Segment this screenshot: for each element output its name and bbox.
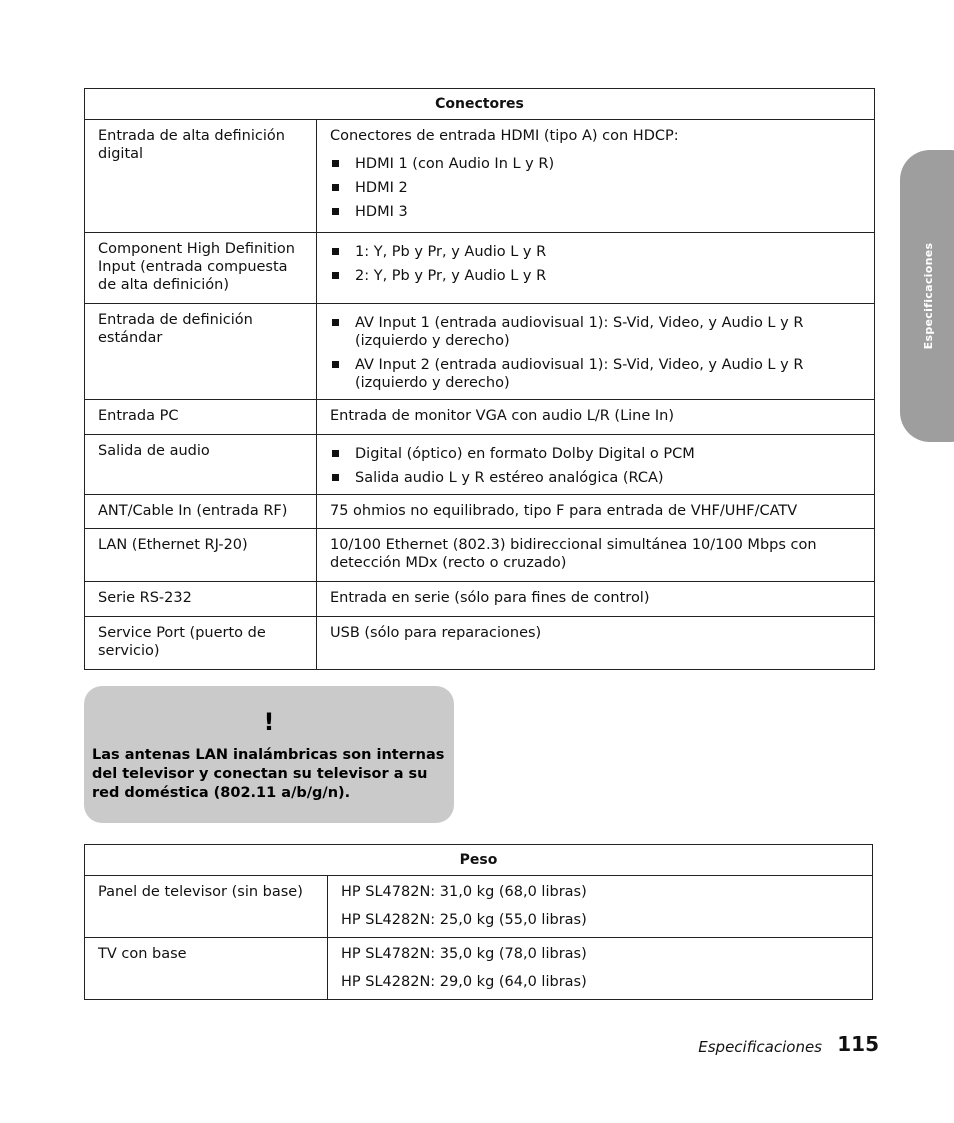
row-value: [328, 876, 873, 938]
table-row: [85, 529, 875, 582]
footer-section-title: Especificaciones: [698, 1038, 822, 1056]
row-label: Panel de televisor (sin base): [85, 876, 328, 938]
list-item: HDMI 2: [330, 179, 861, 197]
bullet-list: [330, 243, 861, 285]
row-label: TV con base: [85, 938, 328, 1000]
row-label: LAN (Ethernet RJ-20): [85, 529, 317, 582]
square-bullet-icon: [332, 184, 339, 191]
row-value: 75 ohmios no equilibrado, tipo F para entrada de VHF/UHF/CATV: [317, 495, 875, 529]
row-value: Entrada de monitor VGA con audio L/R (Line In): [317, 400, 875, 435]
row-value: [317, 304, 875, 400]
table-row: [85, 617, 875, 670]
weight-line: HP SL4282N: 25,0 kg (55,0 libras): [341, 912, 587, 928]
list-item: Salida audio L y R estéreo analógica (RCA): [330, 469, 861, 487]
table-row: [85, 120, 875, 233]
bullet-list: [330, 445, 861, 487]
square-bullet-icon: [332, 160, 339, 167]
row-value: [317, 435, 875, 495]
connectors-table-header: Conectores: [85, 89, 875, 120]
row-label: Service Port (puerto de servicio): [85, 617, 317, 670]
list-item: HDMI 1 (con Audio In L y R): [330, 155, 861, 173]
square-bullet-icon: [332, 208, 339, 215]
table-row: [85, 582, 875, 617]
weight-line: HP SL4782N: 31,0 kg (68,0 libras): [341, 884, 587, 900]
row-label: Entrada de definición estándar: [85, 304, 317, 400]
row-value: Entrada en serie (sólo para fines de control): [317, 582, 875, 617]
table-row: [85, 400, 875, 435]
row-label: Component High Definition Input (entrada compuesta de alta definición): [85, 233, 317, 304]
row-intro-text: Conectores de entrada HDMI (tipo A) con HDCP:: [330, 128, 679, 144]
row-label: Entrada PC: [85, 400, 317, 435]
row-label: Entrada de alta definición digital: [85, 120, 317, 233]
table-row: [85, 435, 875, 495]
row-value: [317, 233, 875, 304]
weight-table-header: Peso: [85, 845, 873, 876]
page-number: 115: [837, 1032, 879, 1056]
side-section-tab-label: Especificaciones: [922, 242, 935, 350]
info-note-box: [84, 686, 454, 823]
list-item: Digital (óptico) en formato Dolby Digital o PCM: [330, 445, 861, 463]
list-item: HDMI 3: [330, 203, 861, 221]
connectors-table: [84, 88, 875, 670]
weight-line: HP SL4782N: 35,0 kg (78,0 libras): [341, 946, 587, 962]
square-bullet-icon: [332, 474, 339, 481]
table-row: [85, 938, 873, 1000]
row-label: Salida de audio: [85, 435, 317, 495]
list-item: 1: Y, Pb y Pr, y Audio L y R: [330, 243, 861, 261]
square-bullet-icon: [332, 450, 339, 457]
row-label: ANT/Cable In (entrada RF): [85, 495, 317, 529]
row-value: [317, 120, 875, 233]
table-row: [85, 876, 873, 938]
note-text: Las antenas LAN inalámbricas son internas del televisor y conectan su televisor a su red doméstica (802.11 a/b/g/n).: [92, 747, 445, 801]
square-bullet-icon: [332, 248, 339, 255]
square-bullet-icon: [332, 319, 339, 326]
row-value: USB (sólo para reparaciones): [317, 617, 875, 670]
square-bullet-icon: [332, 272, 339, 279]
row-value: 10/100 Ethernet (802.3) bidireccional simultánea 10/100 Mbps con detección MDx (recto o cruzado): [317, 529, 875, 582]
list-item: AV Input 1 (entrada audiovisual 1): S-Vid, Video, y Audio L y R (izquierdo y derecho): [330, 314, 861, 350]
row-value: [328, 938, 873, 1000]
table-row: [85, 495, 875, 529]
row-label: Serie RS-232: [85, 582, 317, 617]
table-row: [85, 304, 875, 400]
bullet-list: [330, 314, 861, 392]
weight-table: [84, 844, 873, 1000]
table-row: [85, 233, 875, 304]
weight-line: HP SL4282N: 29,0 kg (64,0 libras): [341, 974, 587, 990]
list-item: AV Input 2 (entrada audiovisual 1): S-Vid, Video, y Audio L y R (izquierdo y derecho): [330, 356, 861, 392]
bullet-list: [330, 155, 861, 221]
exclamation-icon: !: [263, 708, 275, 736]
list-item: 2: Y, Pb y Pr, y Audio L y R: [330, 267, 861, 285]
square-bullet-icon: [332, 361, 339, 368]
